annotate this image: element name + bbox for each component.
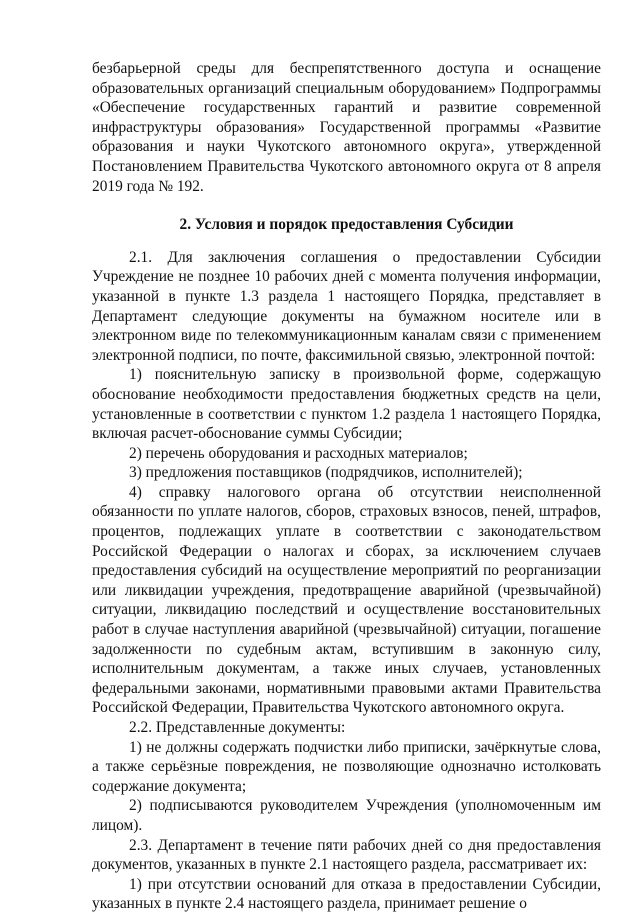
list-item-1: 1) пояснительную записку в произвольной форме, содержащую обоснование необходимости предоставления бюджетных средств на цели, установленные в соответствии с пунктом 1.2 раздела 1 настоящего Порядка, включая расчет-обоснование суммы Субсидии; [92, 366, 601, 443]
list-item-2: 2) перечень оборудования и расходных материалов; [129, 444, 468, 462]
paragraph-2-2: 2.2. Представленные документы: [129, 719, 346, 736]
list-item-2-2-1: 1) не должны содержать подчистки либо приписки, зачёркнутые слова, а также серьёзные повреждения, не позволяющие однозначно истолковать содержание документа; [92, 738, 601, 795]
paragraph-2-3: 2.3. Департамент в течение пяти рабочих дней со дня предоставления документов, указанных в пункте 2.1 настоящего раздела, рассматривает их: [92, 836, 601, 874]
list-item-2-2-2: 2) подписываются руководителем Учреждения (уполномоченным им лицом). [92, 797, 601, 834]
document-body [92, 59, 601, 914]
paragraph-2-1: 2.1. Для заключения соглашения о предоставлении Субсидии Учреждение не позднее 10 рабочих дней с момента получения информации, указанной в пункте 1.3 раздела 1 настоящего Порядка, представляет в Департамент следующие документы на бумажном носителе или в электронном виде по телекоммуникационным каналам связи с применением электронной подписи, по почте, факсимильной связью, электронной почтой: [92, 248, 601, 364]
list-item-3: 3) предложения поставщиков (подрядчиков, исполнителей); [129, 464, 523, 482]
list-item-2-3-1: 1) при отсутствии оснований для отказа в предоставлении Субсидии, указанных в пункте 2.4 настоящего раздела, принимает решение о [92, 875, 601, 913]
intro-paragraph: безбарьерной среды для беспрепятственного доступа и оснащение образовательных организаций специальным оборудованием» Подпрограммы «Обеспечение государственных гарантий и развитие современной инфраструктуры образования» Государственной программы «Развитие образования и науки Чукотского автономного округа», утвержденной Постановлением Правительства Чукотского автономного округа от 8 апреля 2019 года № 192. [92, 60, 601, 195]
section-heading: 2. Условия и порядок предоставления Субсидии [179, 216, 514, 234]
list-item-4: 4) справку налогового органа об отсутствии неисполненной обязанности по уплате налогов, сборов, страховых взносов, пеней, штрафов, процентов, подлежащих уплате в соответствии с законодательством Российской Федерации о налогах и сборах, за исключением случаев предоставления субсидий на осуществление мероприятий по реорганизации или ликвидации учреждения, предотвращение аварийной (чрезвычайной) ситуации, ликвидацию последствий и осуществление восстановительных работ в случае наступления аварийной (чрезвычайной) ситуации, погашение задолженности по судебным актам, вступившим в законную силу, исполнительным документам, а также иных случаев, установленных федеральными законами, нормативными правовыми актами Правительства Российской Федерации, Правительства Чукотского автономного округа. [92, 483, 601, 717]
